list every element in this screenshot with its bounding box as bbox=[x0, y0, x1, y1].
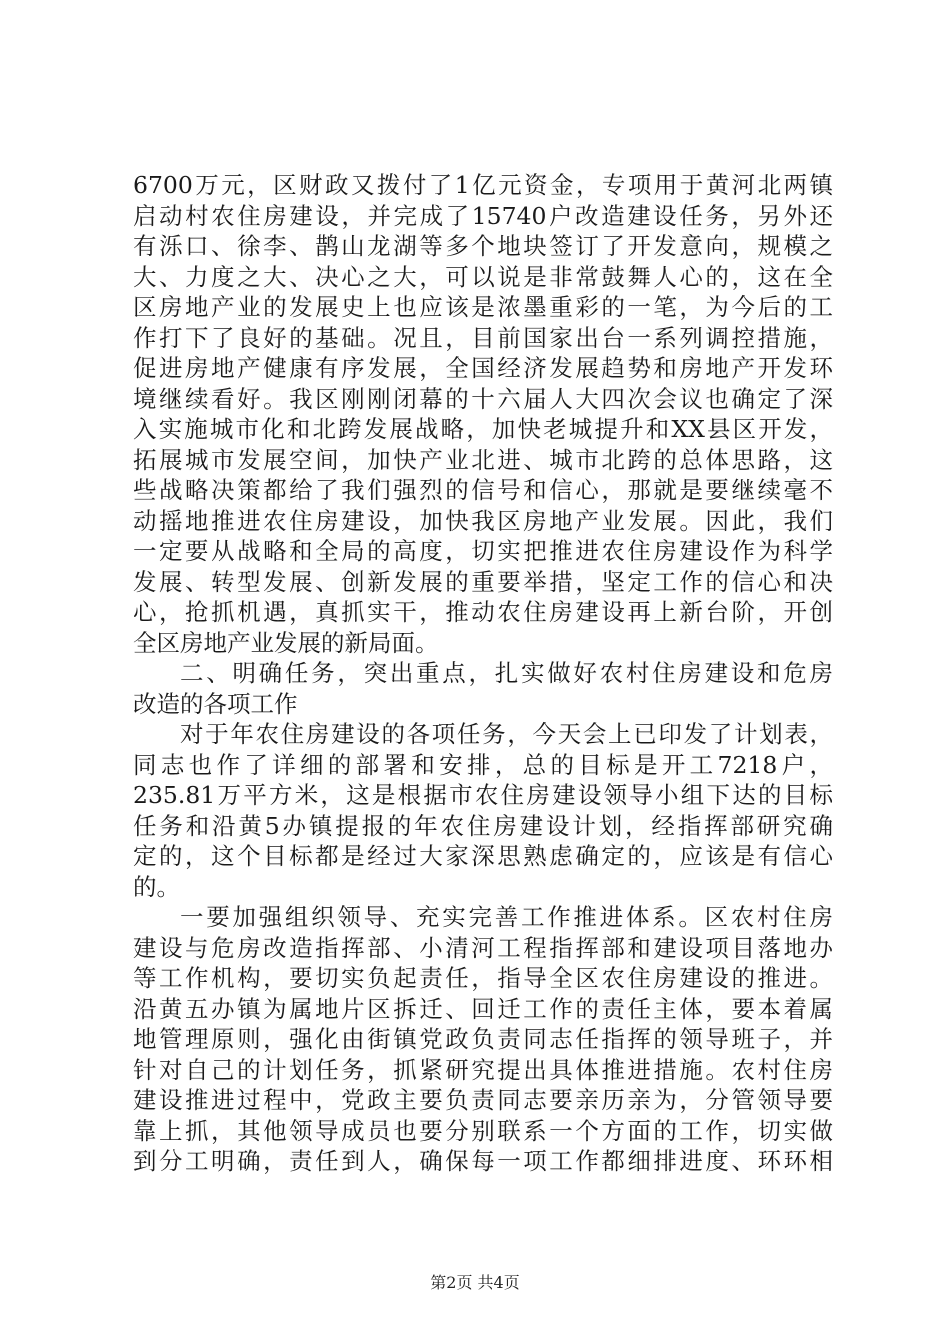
text-line: 改造的各项工作 bbox=[133, 689, 298, 718]
text-line: 235.81万平方米，这是根据市农住房建设领导小组下达的目标 bbox=[133, 781, 833, 809]
text-line: 的。 bbox=[133, 872, 180, 901]
text-line: 全区房地产业发展的新局面。 bbox=[133, 628, 439, 657]
text-line: 作打下了良好的基础。况且，目前国家出台一系列调控措施， bbox=[133, 323, 833, 352]
document-body bbox=[133, 170, 833, 1177]
text-line: 有泺口、徐李、鹊山龙湖等多个地块签订了开发意向，规模之 bbox=[133, 232, 833, 260]
text-line: 入实施城市化和北跨发展战略，加快老城提升和XX县区开发， bbox=[133, 415, 833, 443]
text-line: 发展、转型发展、创新发展的重要举措，坚定工作的信心和决 bbox=[133, 567, 833, 596]
text-line: 促进房地产健康有序发展，全国经济发展趋势和房地产开发环 bbox=[133, 354, 833, 382]
text-line: 对于年农住房建设的各项任务，今天会上已印发了计划表， bbox=[180, 720, 833, 748]
text-line: 地管理原则，强化由街镇党政负责同志任指挥的领导班子，并 bbox=[133, 1025, 833, 1053]
text-line: 心，抢抓机遇，真抓实干，推动农住房建设再上新台阶，开创 bbox=[133, 598, 833, 626]
text-line: 一定要从战略和全局的高度，切实把推进农住房建设作为科学 bbox=[133, 537, 833, 565]
text-line: 任务和沿黄5办镇提报的年农住房建设计划，经指挥部研究确 bbox=[133, 811, 833, 840]
text-line: 针对自己的计划任务，抓紧研究提出具体推进措施。农村住房 bbox=[133, 1055, 833, 1084]
text-line: 到分工明确，责任到人，确保每一项工作都细排进度、环环相 bbox=[133, 1147, 833, 1175]
text-line: 一要加强组织领导、充实完善工作推进体系。区农村住房 bbox=[180, 903, 833, 931]
text-line: 等工作机构，要切实负起责任，指导全区农住房建设的推进。 bbox=[133, 964, 833, 992]
text-line: 境继续看好。我区刚刚闭幕的十六届人大四次会议也确定了深 bbox=[133, 384, 833, 413]
text-line: 靠上抓，其他领导成员也要分别联系一个方面的工作，切实做 bbox=[133, 1116, 833, 1145]
text-line: 动摇地推进农住房建设，加快我区房地产业发展。因此，我们 bbox=[133, 506, 833, 535]
text-line: 定的，这个目标都是经过大家深思熟虑确定的，应该是有信心 bbox=[133, 842, 833, 870]
text-line: 沿黄五办镇为属地片区拆迁、回迁工作的责任主体，要本着属 bbox=[133, 994, 833, 1023]
text-line: 二、明确任务，突出重点，扎实做好农村住房建设和危房 bbox=[180, 659, 833, 687]
text-line: 启动村农住房建设，并完成了15740户改造建设任务，另外还 bbox=[133, 201, 833, 230]
text-line: 建设与危房改造指挥部、小清河工程指挥部和建设项目落地办 bbox=[133, 933, 833, 962]
page-footer: 第2页 共4页 bbox=[430, 1273, 520, 1292]
text-line: 同志也作了详细的部署和安排，总的目标是开工7218户， bbox=[133, 750, 833, 779]
text-line: 些战略决策都给了我们强烈的信号和信心，那就是要继续毫不 bbox=[133, 476, 833, 504]
text-line: 6700万元，区财政又拨付了1亿元资金，专项用于黄河北两镇 bbox=[133, 171, 833, 199]
text-line: 建设推进过程中，党政主要负责同志要亲历亲为，分管领导要 bbox=[133, 1086, 833, 1114]
text-line: 拓展城市发展空间，加快产业北进、城市北跨的总体思路，这 bbox=[133, 445, 833, 474]
text-line: 大、力度之大、决心之大，可以说是非常鼓舞人心的，这在全 bbox=[133, 262, 833, 291]
text-line: 区房地产业的发展史上也应该是浓墨重彩的一笔，为今后的工 bbox=[133, 293, 833, 321]
